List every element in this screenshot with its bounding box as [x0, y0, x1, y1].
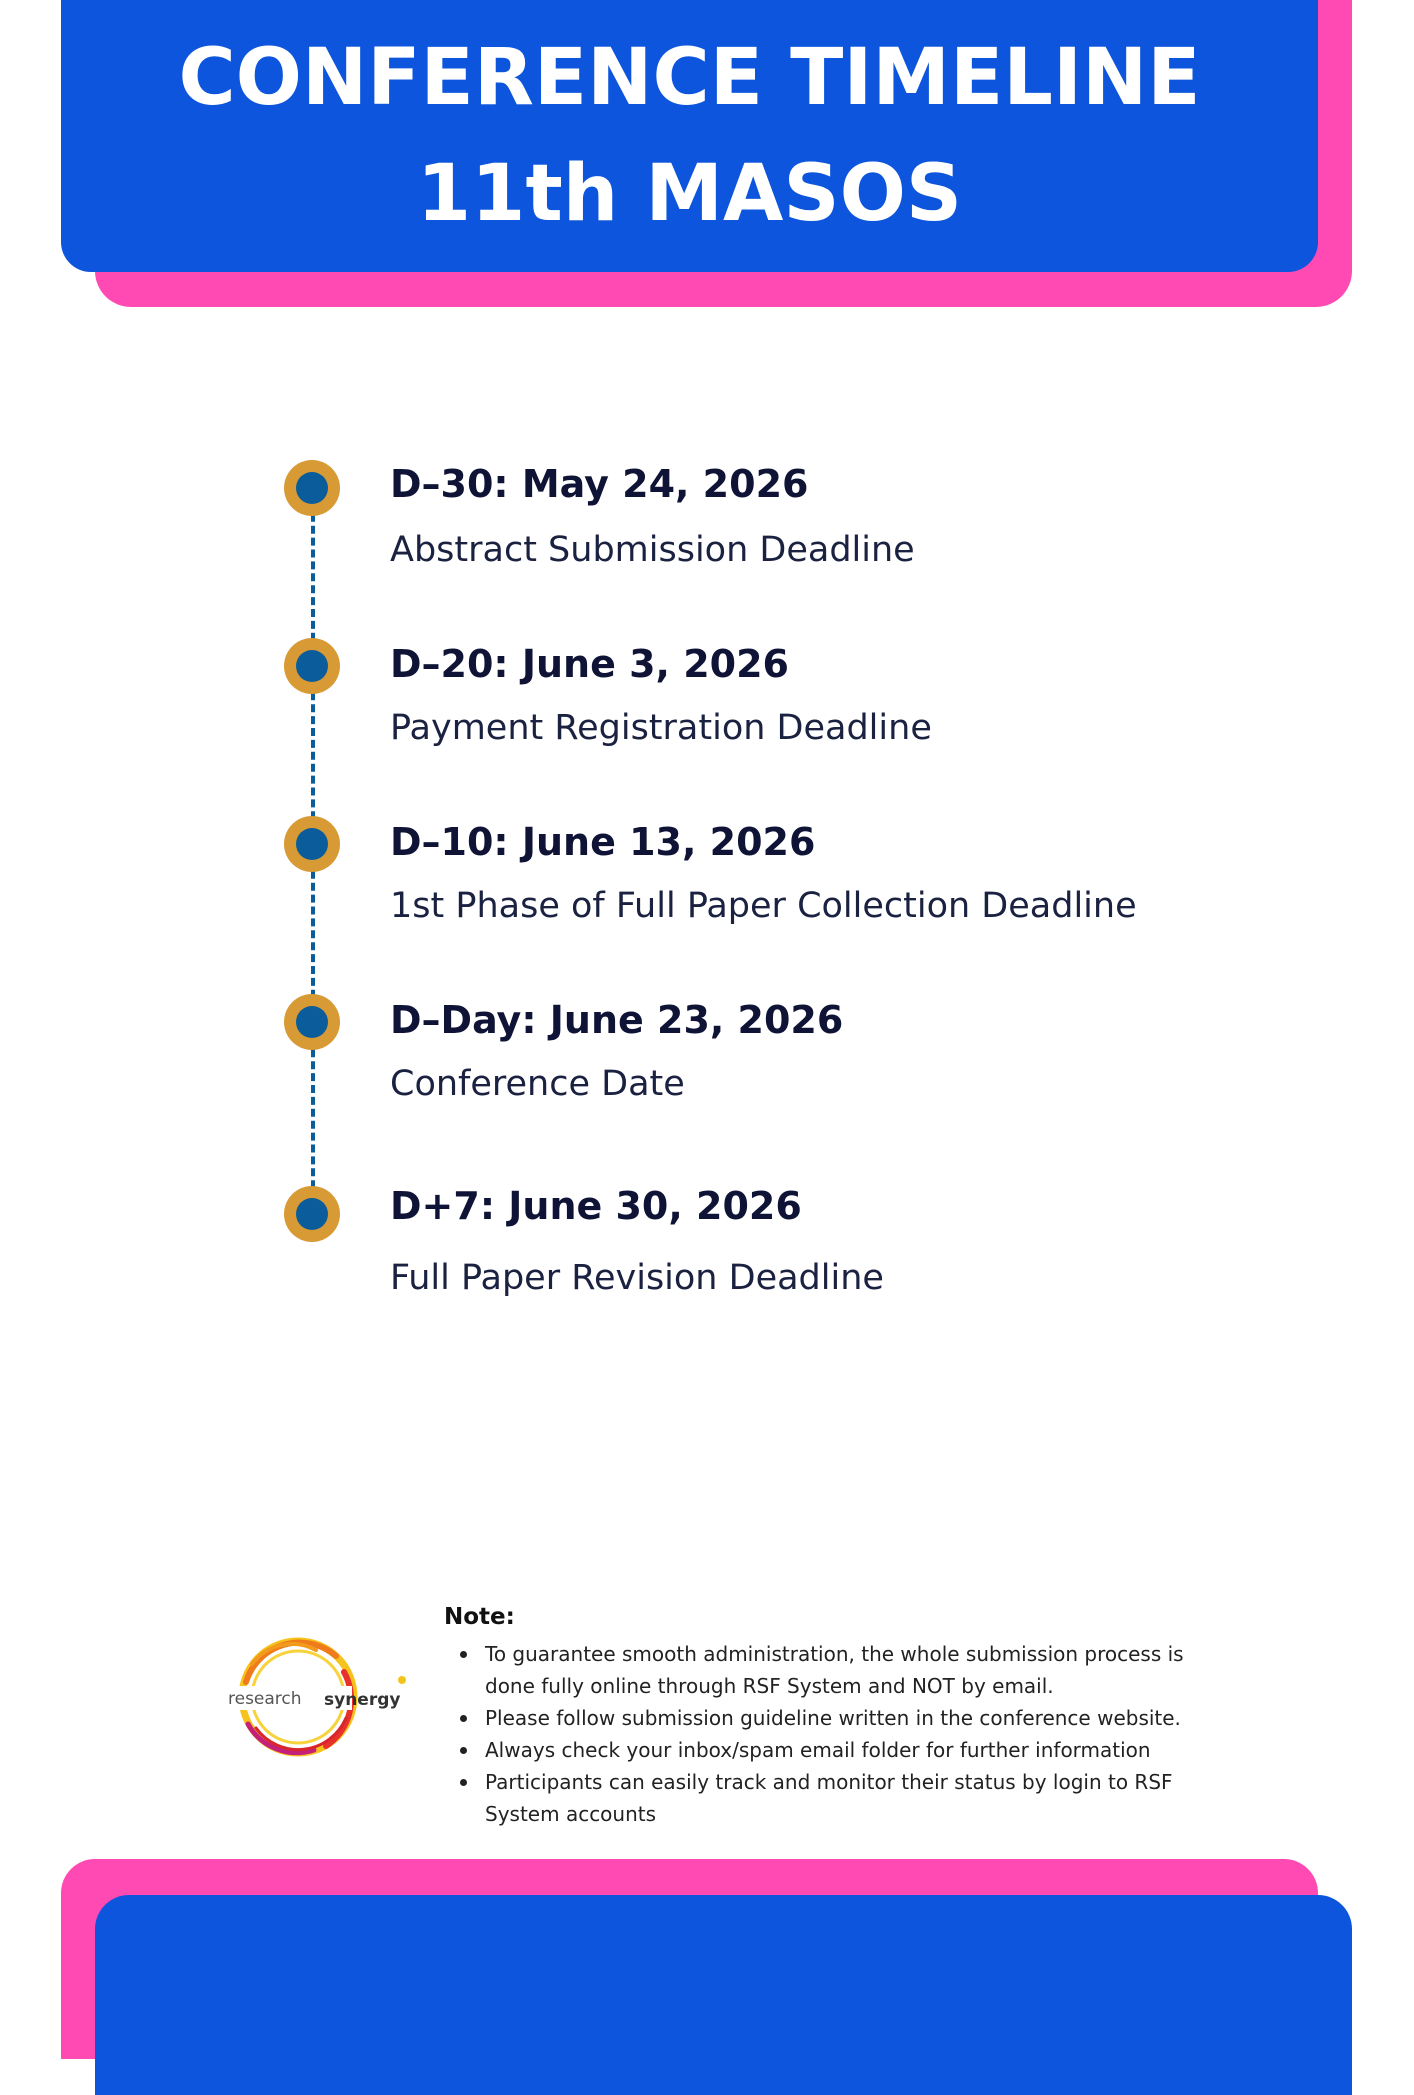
timeline-item	[0, 1184, 1414, 1334]
timeline-marker-icon	[284, 460, 340, 516]
timeline-marker-icon	[284, 638, 340, 694]
footer-banner	[95, 1895, 1352, 2095]
note-item: Please follow submission guideline written in the conference website.	[485, 1702, 1234, 1734]
timeline-item	[0, 636, 1414, 786]
timeline-item	[0, 458, 1414, 608]
timeline-date: D–Day: June 23, 2026	[390, 998, 844, 1042]
timeline-date: D–30: May 24, 2026	[390, 462, 809, 506]
timeline-description: Full Paper Revision Deadline	[390, 1258, 884, 1298]
timeline-description: Payment Registration Deadline	[390, 708, 932, 748]
timeline-marker-icon	[284, 816, 340, 872]
note-item: Participants can easily track and monitor their status by login to RSF System accounts	[485, 1766, 1234, 1830]
timeline-description: 1st Phase of Full Paper Collection Deadline	[390, 886, 1137, 926]
timeline-date: D–10: June 13, 2026	[390, 820, 816, 864]
timeline-description: Abstract Submission Deadline	[390, 530, 915, 570]
timeline-marker-icon	[284, 1186, 340, 1242]
timeline-description: Conference Date	[390, 1064, 685, 1104]
note-list	[444, 1638, 1234, 1830]
note-section	[444, 1604, 1234, 1830]
research-synergy-logo	[196, 1632, 410, 1762]
timeline-item	[0, 814, 1414, 964]
page-subtitle: 11th MASOS	[416, 149, 963, 239]
timeline-marker-icon	[284, 994, 340, 1050]
header-banner	[61, 0, 1318, 272]
timeline-date: D–20: June 3, 2026	[390, 642, 789, 686]
timeline-item	[0, 992, 1414, 1142]
timeline-date: D+7: June 30, 2026	[390, 1184, 802, 1228]
svg-text:synergy: synergy	[324, 1690, 401, 1710]
note-title: Note:	[444, 1604, 515, 1630]
note-item: Always check your inbox/spam email folder for further information	[485, 1734, 1234, 1766]
note-item: To guarantee smooth administration, the whole submission process is done fully online through RSF System and NOT by email.	[485, 1638, 1234, 1702]
svg-text:research: research	[228, 1689, 302, 1709]
page-title: CONFERENCE TIMELINE	[178, 33, 1201, 123]
